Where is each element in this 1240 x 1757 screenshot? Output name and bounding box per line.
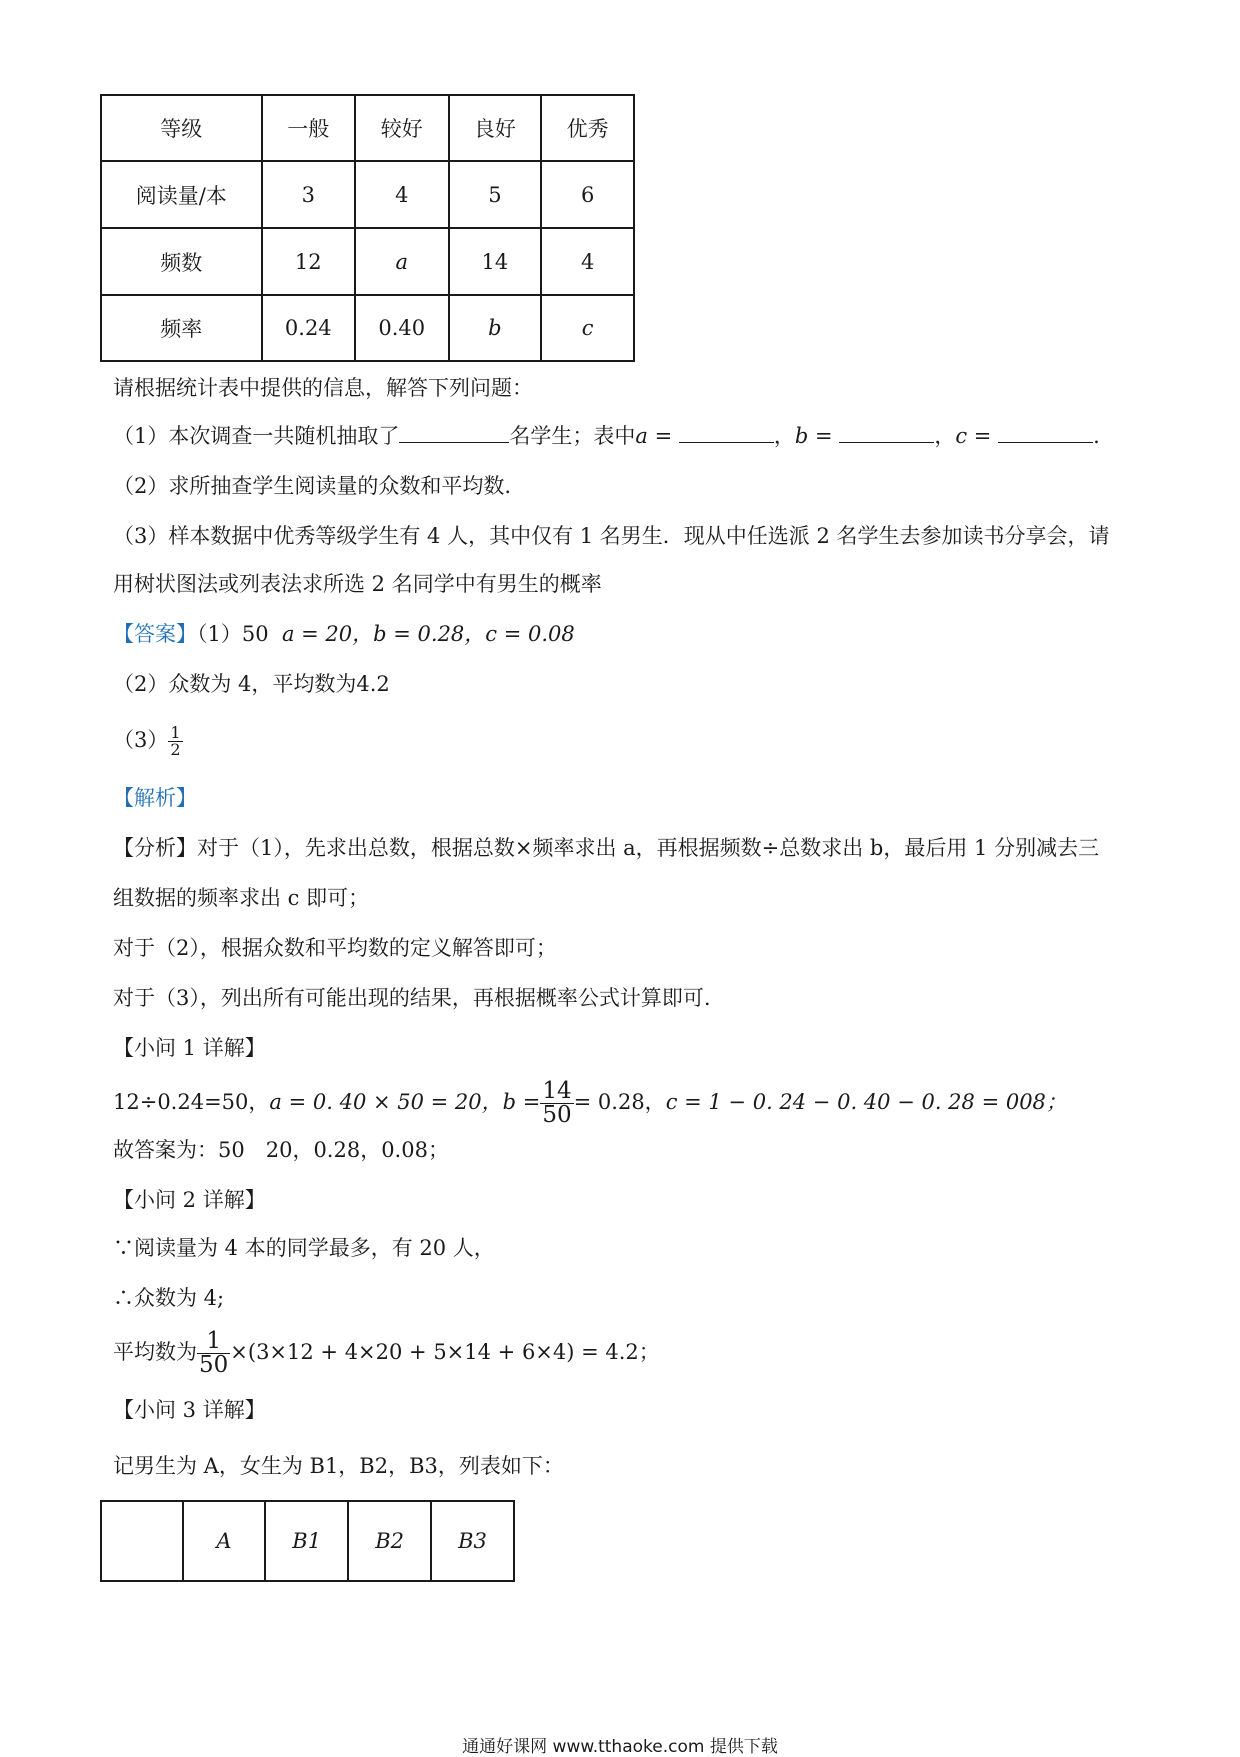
question-1 xyxy=(113,422,1100,450)
comma: ， xyxy=(773,424,795,448)
question-intro: 请根据统计表中提供的信息，解答下列问题： xyxy=(113,376,533,400)
fraction-numerator: 14 xyxy=(542,1078,572,1104)
analysis-para-1-line-1: 【分析】对于（1），先求出总数，根据总数×频率求出 a，再根据频数÷总数求出 b，最后用 1 分别减去三 xyxy=(113,836,1100,860)
mean-prefix: 平均数为 xyxy=(113,1340,197,1364)
table-cell: b xyxy=(449,295,542,361)
question-2: （2）求所抽查学生阅读量的众数和平均数. xyxy=(113,474,512,498)
solution-1-part-d: c = 1 − 0. 24 − 0. 40 − 0. 28 = 008； xyxy=(665,1090,1067,1114)
fraction-denominator: 50 xyxy=(542,1102,572,1128)
var-b: b xyxy=(794,424,809,448)
mean-fraction xyxy=(197,1330,230,1377)
fraction-numerator: 1 xyxy=(206,1328,221,1354)
solution-2-line-3 xyxy=(113,1322,660,1382)
answer-blank xyxy=(679,422,774,443)
table-header-cell xyxy=(101,1501,183,1581)
answer-1 xyxy=(113,620,575,648)
question-3-line-1: （3）样本数据中优秀等级学生有 4 人，其中仅有 1 名男生．现从中任选派 2 名学生去参加读书分享会，请 xyxy=(113,524,1110,548)
equals-sign: = xyxy=(815,424,833,448)
mean-expression: ×(3×12 + 4×20 + 5×14 + 6×4) = 4.2； xyxy=(230,1340,660,1364)
sub-heading-2: 【小问 2 详解】 xyxy=(113,1188,266,1212)
solution-1-equations xyxy=(113,1072,1067,1132)
table-cell: 等级 xyxy=(101,95,262,161)
table-header-cell: A xyxy=(183,1501,265,1581)
answer-1-text: （1）50 xyxy=(197,622,269,646)
analysis-label: 【解析】 xyxy=(113,786,197,810)
answer-blank xyxy=(839,422,934,443)
equals-sign: = xyxy=(654,424,673,448)
solution-2-line-1: ∵阅读量为 4 本的同学最多，有 20 人， xyxy=(113,1236,495,1260)
answer-blank xyxy=(998,422,1093,443)
table-cell: 频率 xyxy=(101,295,262,361)
solution-3-line-1: 记男生为 A，女生为 B1，B2，B3，列表如下： xyxy=(113,1454,564,1478)
footer-text: 通通好课网 www.tthaoke.com 提供下载 xyxy=(462,1737,778,1757)
table-header-cell: B2 xyxy=(348,1501,431,1581)
answer-blank xyxy=(399,422,509,443)
question-3-line-2: 用树状图法或列表法求所选 2 名同学中有男生的概率 xyxy=(113,572,602,596)
table-cell: 阅读量/本 xyxy=(101,161,262,228)
solution-2-line-2: ∴众数为 4; xyxy=(113,1286,225,1310)
var-c: c xyxy=(955,424,968,448)
fraction-denominator: 2 xyxy=(170,740,181,759)
period: . xyxy=(1093,424,1100,448)
table-cell: 0.40 xyxy=(355,295,448,361)
equals-sign: = xyxy=(973,424,992,448)
table-cell: c xyxy=(541,295,634,361)
table-cell: 良好 xyxy=(449,95,542,161)
table-cell: 14 xyxy=(449,228,542,295)
solution-1-answer: 故答案为：50 20，0.28，0.08； xyxy=(113,1138,449,1162)
table-cell: a xyxy=(355,228,448,295)
analysis-para-1-line-2: 组数据的频率求出 c 即可； xyxy=(113,886,370,910)
answer-2: （2）众数为 4，平均数为4.2 xyxy=(113,672,390,696)
solution-1-part-b: a = 0. 40 × 50 = 20， xyxy=(269,1090,503,1114)
table-header-cell: B1 xyxy=(265,1501,348,1581)
solution-1-part-c: = 0.28， xyxy=(573,1090,666,1114)
solution-1-b-eq: b = xyxy=(502,1090,541,1114)
table-cell: 0.24 xyxy=(262,295,355,361)
table-cell: 较好 xyxy=(355,95,448,161)
answer-3 xyxy=(113,722,183,758)
q1-text-a: （1）本次调查一共随机抽取了 xyxy=(113,424,400,448)
solution-1-fraction xyxy=(540,1080,573,1127)
fraction-numerator: 1 xyxy=(170,723,181,742)
table-cell: 优秀 xyxy=(541,95,634,161)
table-cell: 4 xyxy=(355,161,448,228)
sub-heading-3: 【小问 3 详解】 xyxy=(113,1398,266,1422)
outcome-table xyxy=(100,1500,515,1582)
table-header-cell: B3 xyxy=(431,1501,514,1581)
sub-heading-1: 【小问 1 详解】 xyxy=(113,1036,266,1060)
table-cell: 5 xyxy=(449,161,542,228)
answer-label: 【答案】 xyxy=(113,622,197,646)
q1-text-b: 名学生；表中 xyxy=(509,424,636,448)
analysis-para-2: 对于（2），根据众数和平均数的定义解答即可； xyxy=(113,936,557,960)
table-cell: 3 xyxy=(262,161,355,228)
table-cell: 12 xyxy=(262,228,355,295)
answer-3-fraction xyxy=(168,725,182,758)
table-cell: 6 xyxy=(541,161,634,228)
answer-3-prefix: （3） xyxy=(113,728,169,752)
solution-1-part-a: 12÷0.24=50， xyxy=(113,1090,270,1114)
answer-1-values: a = 20，b = 0.28，c = 0.08 xyxy=(281,622,575,646)
table-cell: 4 xyxy=(541,228,634,295)
frequency-table xyxy=(100,94,635,362)
analysis-para-3: 对于（3），列出所有可能出现的结果，再根据概率公式计算即可. xyxy=(113,986,711,1010)
fraction-denominator: 50 xyxy=(199,1352,229,1378)
table-cell: 一般 xyxy=(262,95,355,161)
table-cell: 频数 xyxy=(101,228,262,295)
comma: ， xyxy=(934,424,956,448)
var-a: a xyxy=(635,424,648,448)
